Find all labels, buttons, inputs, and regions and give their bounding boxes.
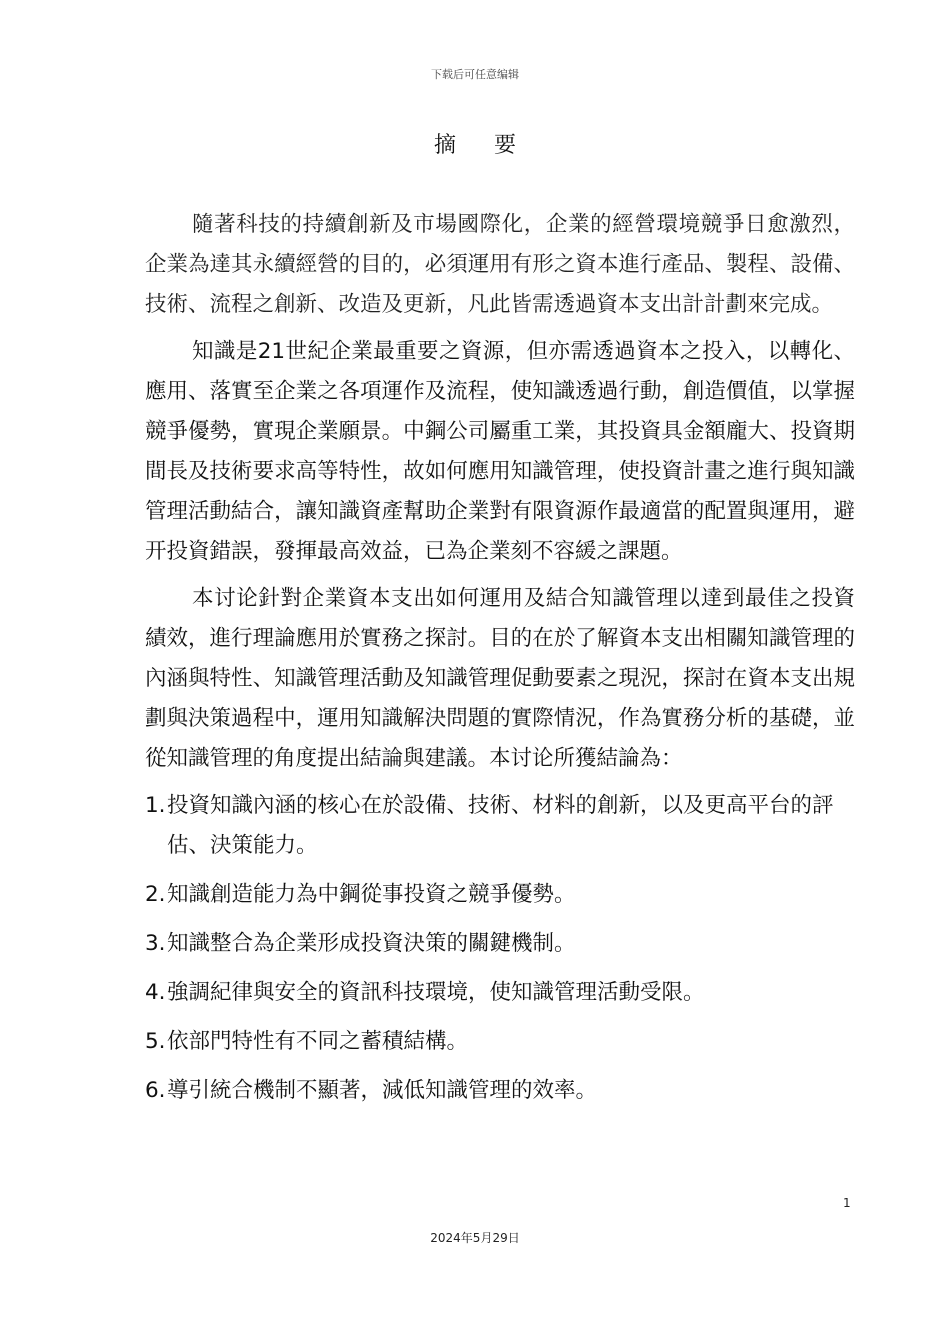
list-item-text: 依部門特性有不同之蓄積結構。 bbox=[167, 1029, 469, 1054]
page-title: 摘要 bbox=[433, 133, 554, 158]
list-item bbox=[145, 875, 855, 915]
list-item-text: 強調紀律與安全的資訊科技環境，使知識管理活動受限。 bbox=[167, 980, 705, 1005]
header-note: 下载后可任意编辑 bbox=[431, 68, 519, 81]
list-item-number: 4. bbox=[145, 980, 166, 1005]
list-item bbox=[145, 1071, 855, 1111]
list-item bbox=[145, 924, 855, 964]
page-number: 1 bbox=[843, 1196, 851, 1210]
paragraph-3: 本讨论針對企業資本支出如何運用及結合知識管理以達到最佳之投資績效，進行理論應用於實務之探討。目的在於了解資本支出相關知識管理的內涵與特性、知識管理活動及知識管理促動要素之現況，探討在資本支出規劃與決策過程中，運用知識解決問題的實際情況，作為實務分析的基礎，並從知識管理的角度提出結論與建議。本讨论所獲結論為： bbox=[145, 586, 855, 771]
list-item-text: 投資知識內涵的核心在於設備、技術、材料的創新，以及更高平台的評估、決策能力。 bbox=[167, 793, 834, 858]
paragraph-2: 知識是21世紀企業最重要之資源，但亦需透過資本之投入，以轉化、應用、落實至企業之各項運作及流程，使知識透過行動，創造價值，以掌握競爭優勢，實現企業願景。中鋼公司屬重工業，其投資具金額龐大、投資期間長及技術要求高等特性，故如何應用知識管理，使投資計畫之進行與知識管理活動結合，讓知識資產幫助企業對有限資源作最適當的配置與運用，避开投資錯誤，發揮最高效益，已為企業刻不容緩之課題。 bbox=[145, 339, 855, 564]
list-item-number: 2. bbox=[145, 882, 166, 907]
list-item-number: 6. bbox=[145, 1078, 166, 1103]
list-item-number: 3. bbox=[145, 931, 166, 956]
list-item bbox=[145, 973, 855, 1013]
list-item-number: 5. bbox=[145, 1029, 166, 1054]
list-item-number: 1. bbox=[145, 793, 166, 818]
conclusion-list bbox=[145, 786, 855, 1111]
paragraph-1: 隨著科技的持續創新及市場國際化，企業的經營環境競爭日愈激烈，企業為達其永續經營的目的，必須運用有形之資本進行產品、製程、設備、技術、流程之創新、改造及更新，凡此皆需透過資本支出計計劃來完成。 bbox=[145, 212, 855, 317]
list-item bbox=[145, 786, 855, 866]
footer-date: 2024年5月29日 bbox=[430, 1231, 520, 1245]
list-item-text: 導引統合機制不顯著，減低知識管理的效率。 bbox=[167, 1078, 598, 1103]
list-item-text: 知識創造能力為中鋼從事投資之競爭優勢。 bbox=[167, 882, 576, 907]
abstract-body bbox=[145, 205, 855, 1120]
list-item bbox=[145, 1022, 855, 1062]
list-item-text: 知識整合為企業形成投資決策的關鍵機制。 bbox=[167, 931, 576, 956]
